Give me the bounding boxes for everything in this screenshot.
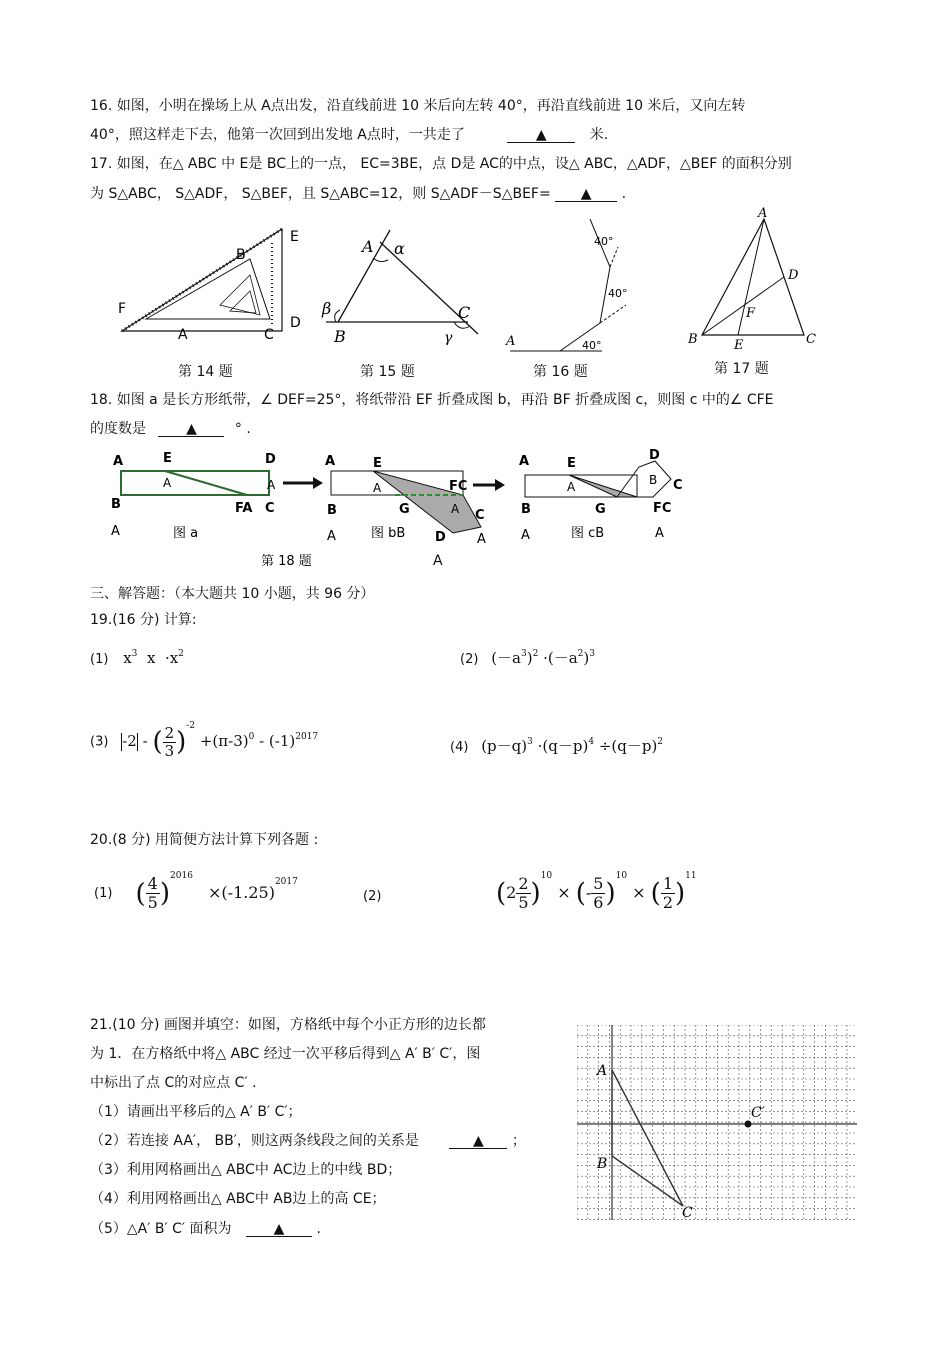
- fig18a-label-A3: A: [267, 478, 276, 492]
- q17-end: .: [621, 186, 627, 202]
- q21-item5-text: （5）△A′ B′ C′ 面积为: [90, 1221, 232, 1237]
- fig18c-label-FC: FC: [653, 501, 672, 516]
- q21-item2-blank: ▲: [449, 1134, 507, 1149]
- fig16-angle-2: 40°: [608, 287, 628, 300]
- q20-part1: (1) ( $\frac{4}{5}$ )$^{2016} \times(-1.25)^{2017}$: [94, 871, 298, 912]
- fig18c-label-A4: A: [655, 526, 664, 541]
- fig18b-label-B: B: [327, 503, 337, 518]
- fig18a-label-A2: A: [163, 476, 172, 490]
- fig15-label-B: B: [334, 327, 346, 346]
- q19-p1-label: (1): [90, 652, 109, 667]
- q18-line1: 18. 如图 a 是长方形纸带，∠ DEF=25°，将纸带沿 EF 折叠成图 b，再沿 BF 折叠成图 c，则图 c 中的∠ CFE: [90, 392, 774, 408]
- q21-grid-figure: [577, 1025, 857, 1220]
- fig17-caption: 第 17 题: [714, 361, 769, 377]
- fig18b-label-C: C: [475, 508, 485, 523]
- figure-16: [502, 215, 652, 355]
- q20-p1-label: (1): [94, 886, 113, 901]
- fig14-caption: 第 14 题: [178, 364, 233, 380]
- fig18a-label-B: B: [111, 497, 121, 512]
- q20-header: 20.(8 分) 用简便方法计算下列各题 :: [90, 832, 319, 848]
- fig18b-label-E: E: [373, 456, 382, 471]
- fig15-label-gamma: γ: [444, 330, 453, 346]
- q17-line2: [90, 187, 626, 202]
- q21-line3: 中标出了点 C的对应点 C′ .: [90, 1075, 257, 1091]
- grid-label-C: C: [682, 1205, 693, 1220]
- fig17-label-F: F: [746, 306, 756, 321]
- q17-answer-blank: ▲: [555, 187, 617, 202]
- q16-answer-blank: ▲: [507, 128, 575, 143]
- q21-item2-end: ；: [511, 1133, 526, 1149]
- figure-18: [105, 445, 705, 570]
- grid-label-C-prime: C′: [751, 1105, 765, 1121]
- fig16-caption: 第 16 题: [533, 364, 588, 380]
- fig16-angle-3: 40°: [582, 339, 602, 352]
- q20-part2: (2 $\frac{2}{5}$ )$^{10}$ × (- $\frac{5}{6}$ )$^{10}$ × ( $\frac{1}{2}$ )$^{11}$: [496, 871, 697, 912]
- fig18b-label-A5: A: [477, 532, 486, 547]
- q21-item5-end: .: [316, 1221, 321, 1237]
- fig18b-caption: 图 bB: [371, 526, 406, 541]
- fig15-label-beta: β: [322, 299, 332, 318]
- fig18c-label-A1: A: [519, 454, 530, 469]
- fig18c-label-G: G: [595, 502, 606, 517]
- q18-answer-blank: ▲: [158, 422, 224, 437]
- q18-line2-text: 的度数是: [90, 421, 146, 437]
- q21-item5: [90, 1222, 321, 1237]
- fig18c-label-A3: A: [521, 528, 530, 543]
- q19-p4-label: (4): [450, 740, 469, 755]
- fig17-label-D: D: [788, 268, 799, 283]
- q19-p3-label: (3): [90, 734, 109, 750]
- q19-part1: (1) $x^3$ $x \cdot x^2$: [90, 649, 184, 667]
- fig14-label-F: F: [118, 301, 127, 317]
- fig16-angle-1: 40°: [594, 235, 614, 248]
- fig18c-label-B1: B: [649, 473, 658, 487]
- fig17-label-B: B: [688, 332, 698, 347]
- q21-item3: （3）利用网格画出△ ABC中 AC边上的中线 BD；: [90, 1162, 402, 1178]
- fig18a-label-A1: A: [113, 454, 124, 469]
- fig18c-label-B2: B: [521, 502, 531, 517]
- fig15-label-alpha: α: [394, 239, 405, 258]
- fig18c-label-E: E: [567, 456, 576, 471]
- fig16-label-A: A: [506, 334, 516, 349]
- q18-line2: [90, 422, 251, 437]
- q21-item4: （4）利用网格画出△ ABC中 AB边上的高 CE；: [90, 1191, 386, 1207]
- q21-item1: （1）请画出平移后的△ A′ B′ C′；: [90, 1104, 302, 1120]
- q21-line1: 21.(10 分) 画图并填空：如图，方格纸中每个小正方形的边长都: [90, 1017, 486, 1033]
- fig14-label-B: B: [236, 247, 246, 263]
- fig14-label-A: A: [178, 327, 188, 343]
- fig17-label-C: C: [806, 332, 816, 347]
- q17-line2-text: 为 S△ABC， S△ADF， S△BEF，且 S△ABC=12，则 S△ADF－S△BEF=: [90, 186, 551, 202]
- fig18a-caption: 图 a: [173, 526, 199, 541]
- q16-line2-text: 40°，照这样走下去，他第一次回到出发地 A点时，一共走了: [90, 127, 465, 143]
- q16-line1: 16. 如图，小明在操场上从 A点出发，沿直线前进 10 米后向左转 40°，再沿直线前进 10 米后，又向左转: [90, 98, 746, 114]
- fig14-label-D: D: [290, 315, 301, 331]
- q19-part4: (4) $(p-q)^3 \cdot(q-p)^4 \div(q-p)^2$: [450, 737, 664, 755]
- q21-item5-blank: ▲: [246, 1222, 312, 1237]
- q21-item2: [90, 1134, 526, 1149]
- figure-15: [318, 218, 488, 348]
- fig18-stray-label: A: [433, 553, 443, 569]
- fig18c-label-D: D: [649, 448, 660, 463]
- fig18b-label-D: D: [435, 530, 446, 545]
- fig18a-label-C: C: [265, 501, 275, 516]
- q21-item2-text: （2）若连接 AA′， BB′，则这两条线段之间的关系是: [90, 1133, 419, 1149]
- q17-line1: 17. 如图，在△ ABC 中 E是 BC上的一点， EC=3BE，点 D是 AC的中点，设△ ABC，△ADF，△BEF 的面积分别: [90, 156, 792, 172]
- fig18-caption: 第 18 题: [261, 554, 312, 569]
- fig18a-label-FA: FA: [235, 501, 253, 516]
- fig18b-label-A3: A: [451, 502, 460, 516]
- q16-line2: [90, 128, 608, 143]
- fig17-label-A: A: [758, 206, 768, 221]
- fig18b-label-A2: A: [373, 481, 382, 495]
- grid-label-B: B: [597, 1156, 608, 1172]
- fig17-label-E: E: [734, 338, 744, 353]
- fig18b-label-G: G: [399, 502, 410, 517]
- grid-label-A: A: [597, 1063, 608, 1079]
- q19-p2-label: (2): [460, 652, 479, 667]
- fig15-label-A: A: [362, 237, 374, 256]
- figure-14: [110, 215, 310, 345]
- figure-17: [682, 205, 822, 355]
- fig18c-label-C: C: [673, 478, 683, 493]
- section3-title: 三、解答题：（本大题共 10 小题，共 96 分）: [90, 586, 375, 602]
- fig18b-label-A1: A: [325, 454, 336, 469]
- fig18a-label-D: D: [265, 452, 276, 467]
- q18-end: ° .: [234, 421, 251, 437]
- q19-part2: (2) $(-a^3)^2 \cdot(-a^2)^3$: [460, 649, 595, 667]
- fig18a-label-E: E: [163, 451, 172, 466]
- q21-line2: 为 1．在方格纸中将△ ABC 经过一次平移后得到△ A′ B′ C′，图: [90, 1046, 481, 1062]
- fig18b-label-A4: A: [327, 529, 336, 544]
- fig14-label-C: C: [264, 327, 274, 343]
- fig14-label-E: E: [290, 229, 299, 245]
- fig15-caption: 第 15 题: [360, 364, 415, 380]
- q19-part3: (3) -2 - ( $\frac{2}{3}$ )$^{-2} +(\pi-3)^0 - (-1)^{2017}$: [90, 721, 319, 760]
- q20-p2-label: (2): [363, 889, 382, 904]
- fig18c-caption: 图 cB: [571, 526, 605, 541]
- q19-header: 19.(16 分) 计算:: [90, 612, 197, 628]
- fig18b-label-FC: FC: [449, 479, 468, 494]
- q16-unit: 米.: [589, 127, 609, 143]
- fig18c-label-A2: A: [567, 480, 576, 494]
- fig18a-label-A4: A: [111, 524, 120, 539]
- fig15-label-C: C: [458, 303, 471, 322]
